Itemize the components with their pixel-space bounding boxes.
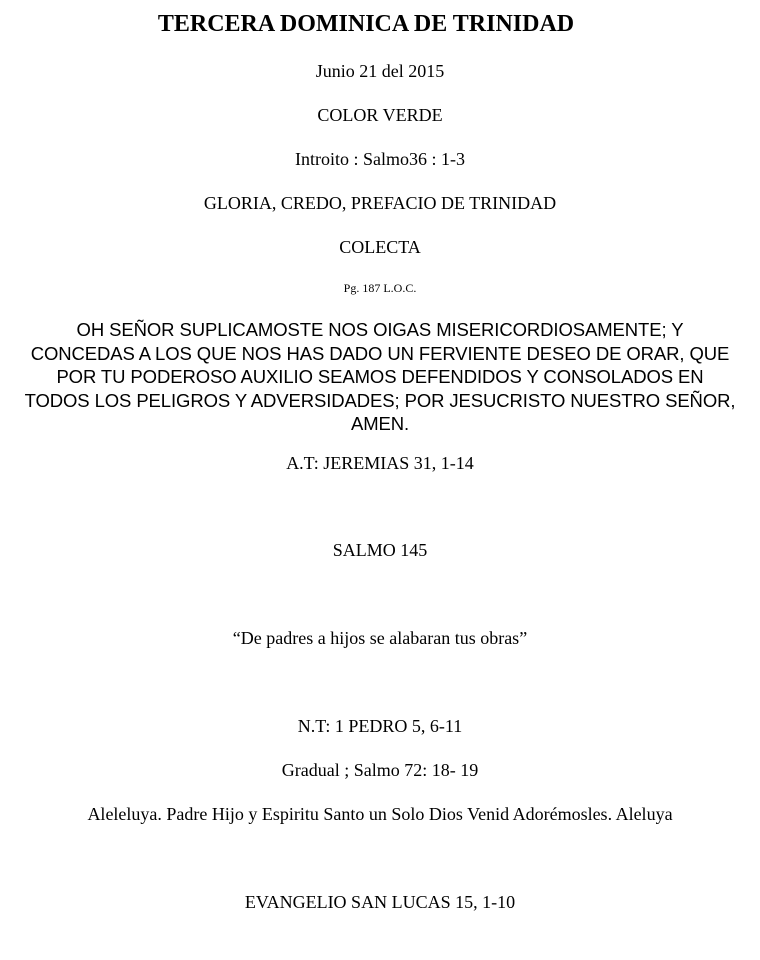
psalm-antiphon: “De padres a hijos se alabaran tus obras” [232, 628, 528, 648]
page-title: TERCERA DOMINICA DE TRINIDAD [157, 11, 575, 37]
collect-line: TODOS LOS PELIGROS Y ADVERSIDADES; POR JESUCRISTO NUESTRO SEÑOR, [24, 389, 736, 411]
gloria-credo-preface: GLORIA, CREDO, PREFACIO DE TRINIDAD [203, 193, 557, 213]
gradual: Gradual ; Salmo 72: 18- 19 [281, 760, 479, 780]
collect-line: POR TU PODEROSO AUXILIO SEAMOS DEFENDIDOS Y CONSOLADOS EN [56, 366, 704, 387]
collect-line: CONCEDAS A LOS QUE NOS HAS DADO UN FERVIENTE DESEO DE ORAR, QUE [30, 342, 730, 364]
new-testament-reading: N.T: 1 PEDRO 5, 6-11 [297, 716, 463, 736]
introit: Introito : Salmo36 : 1-3 [295, 149, 465, 169]
collect-line: AMEN. [350, 413, 410, 434]
alleluia-verse: Aleleluya. Padre Hijo y Espiritu Santo un Solo Dios Venid Adorémosles. Aleluya [87, 804, 673, 824]
old-testament-reading: A.T: JEREMIAS 31, 1-14 [286, 453, 474, 473]
gospel-reading: EVANGELIO SAN LUCAS 15, 1-10 [244, 892, 516, 912]
collect-line: OH SEÑOR SUPLICAMOSTE NOS OIGAS MISERICORDIOSAMENTE; Y [76, 319, 684, 340]
collect-page-reference: Pg. 187 L.O.C. [343, 281, 417, 295]
collect-prayer [0, 318, 760, 436]
collect-heading: COLECTA [339, 237, 421, 257]
service-date: Junio 21 del 2015 [315, 61, 445, 81]
psalm-reference: SALMO 145 [332, 540, 428, 560]
liturgical-color: COLOR VERDE [317, 105, 443, 125]
